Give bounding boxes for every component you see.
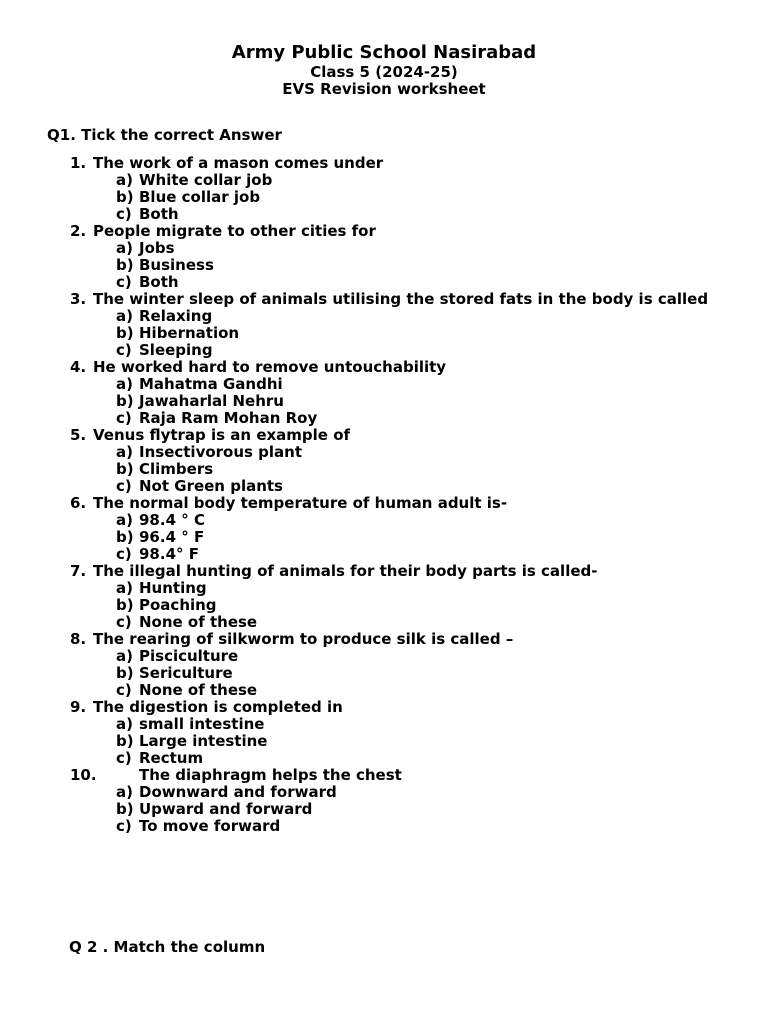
option-letter: b) bbox=[116, 188, 134, 206]
option-letter: b) bbox=[116, 256, 134, 274]
answer-option[interactable] bbox=[70, 682, 710, 699]
question-item bbox=[70, 563, 710, 631]
question-item bbox=[70, 223, 710, 291]
answer-option[interactable] bbox=[70, 393, 710, 410]
answer-option[interactable] bbox=[70, 597, 710, 614]
option-text: Upward and forward bbox=[139, 800, 313, 818]
answer-option[interactable] bbox=[70, 257, 710, 274]
option-letter: a) bbox=[116, 647, 133, 665]
option-letter: a) bbox=[116, 171, 133, 189]
option-letter: c) bbox=[116, 273, 132, 291]
question-item bbox=[70, 631, 710, 699]
option-letter: c) bbox=[116, 409, 132, 427]
question-item bbox=[70, 699, 710, 767]
option-letter: b) bbox=[116, 460, 134, 478]
option-text: Large intestine bbox=[139, 732, 268, 750]
option-text: Jawaharlal Nehru bbox=[139, 392, 284, 410]
answer-option[interactable] bbox=[70, 172, 710, 189]
option-text: Both bbox=[139, 205, 179, 223]
option-text: Climbers bbox=[139, 460, 214, 478]
question-text: He worked hard to remove untouchability bbox=[93, 358, 447, 376]
option-letter: c) bbox=[116, 817, 132, 835]
answer-option[interactable] bbox=[70, 648, 710, 665]
answer-option[interactable] bbox=[70, 461, 710, 478]
option-text: Relaxing bbox=[139, 307, 213, 325]
question-item bbox=[70, 767, 710, 835]
question-text: Venus flytrap is an example of bbox=[93, 426, 351, 444]
option-text: Insectivorous plant bbox=[139, 443, 303, 461]
answer-option[interactable] bbox=[70, 342, 710, 359]
question-item bbox=[70, 155, 710, 223]
option-letter: b) bbox=[116, 324, 134, 342]
option-text: Sleeping bbox=[139, 341, 213, 359]
option-text: Blue collar job bbox=[139, 188, 261, 206]
q1-question-list bbox=[70, 155, 710, 835]
answer-option[interactable] bbox=[70, 801, 710, 818]
option-text: Mahatma Gandhi bbox=[139, 375, 283, 393]
answer-option[interactable] bbox=[70, 478, 710, 495]
question-number: 3. bbox=[70, 290, 87, 308]
option-letter: a) bbox=[116, 443, 133, 461]
question-text: People migrate to other cities for bbox=[93, 222, 376, 240]
answer-option[interactable] bbox=[70, 308, 710, 325]
question-number: 6. bbox=[70, 494, 87, 512]
question-number: 2. bbox=[70, 222, 87, 240]
worksheet-header bbox=[0, 42, 768, 98]
question-item bbox=[70, 291, 710, 359]
q1-heading: Q1. Tick the correct Answer bbox=[47, 126, 282, 144]
option-text: Business bbox=[139, 256, 214, 274]
option-letter: a) bbox=[116, 307, 133, 325]
option-letter: b) bbox=[116, 732, 134, 750]
option-letter: b) bbox=[116, 596, 134, 614]
answer-option[interactable] bbox=[70, 750, 710, 767]
option-text: 98.4° F bbox=[139, 545, 199, 563]
question-number: 4. bbox=[70, 358, 87, 376]
question-text: The illegal hunting of animals for their body parts is called- bbox=[93, 562, 598, 580]
answer-option[interactable] bbox=[70, 733, 710, 750]
question-number: 1. bbox=[70, 154, 87, 172]
option-text: Downward and forward bbox=[139, 783, 337, 801]
option-text: 96.4 ° F bbox=[139, 528, 205, 546]
option-text: Hunting bbox=[139, 579, 207, 597]
answer-option[interactable] bbox=[70, 665, 710, 682]
option-letter: c) bbox=[116, 341, 132, 359]
option-letter: a) bbox=[116, 375, 133, 393]
answer-option[interactable] bbox=[70, 410, 710, 427]
option-text: Pisciculture bbox=[139, 647, 239, 665]
option-letter: c) bbox=[116, 545, 132, 563]
question-item bbox=[70, 495, 710, 563]
option-letter: c) bbox=[116, 205, 132, 223]
option-text: None of these bbox=[139, 681, 258, 699]
option-text: Not Green plants bbox=[139, 477, 283, 495]
option-letter: a) bbox=[116, 783, 133, 801]
option-text: White collar job bbox=[139, 171, 273, 189]
option-letter: a) bbox=[116, 579, 133, 597]
question-text: The work of a mason comes under bbox=[93, 154, 384, 172]
option-text: Poaching bbox=[139, 596, 217, 614]
question-text: The rearing of silkworm to produce silk is called – bbox=[93, 630, 514, 648]
answer-option[interactable] bbox=[70, 529, 710, 546]
option-text: Raja Ram Mohan Roy bbox=[139, 409, 318, 427]
answer-option[interactable] bbox=[70, 206, 710, 223]
question-text: The digestion is completed in bbox=[93, 698, 343, 716]
answer-option[interactable] bbox=[70, 580, 710, 597]
option-letter: b) bbox=[116, 664, 134, 682]
worksheet-title: EVS Revision worksheet bbox=[282, 80, 486, 98]
class-line: Class 5 (2024-25) bbox=[310, 63, 458, 81]
option-text: Jobs bbox=[139, 239, 175, 257]
option-letter: b) bbox=[116, 800, 134, 818]
option-letter: a) bbox=[116, 511, 133, 529]
answer-option[interactable] bbox=[70, 274, 710, 291]
question-number: 10. bbox=[70, 766, 97, 784]
answer-option[interactable] bbox=[70, 325, 710, 342]
option-letter: c) bbox=[116, 749, 132, 767]
option-text: To move forward bbox=[139, 817, 281, 835]
q2-heading: Q 2 . Match the column bbox=[69, 938, 266, 956]
option-letter: a) bbox=[116, 239, 133, 257]
option-text: small intestine bbox=[139, 715, 265, 733]
option-letter: c) bbox=[116, 613, 132, 631]
option-text: Hibernation bbox=[139, 324, 240, 342]
option-letter: a) bbox=[116, 715, 133, 733]
option-letter: c) bbox=[116, 477, 132, 495]
school-name: Army Public School Nasirabad bbox=[231, 42, 537, 63]
question-item bbox=[70, 359, 710, 427]
option-text: Both bbox=[139, 273, 179, 291]
option-text: Sericulture bbox=[139, 664, 233, 682]
question-text: The winter sleep of animals utilising the stored fats in the body is called bbox=[93, 290, 709, 308]
answer-option[interactable] bbox=[70, 444, 710, 461]
question-number: 9. bbox=[70, 698, 87, 716]
answer-option[interactable] bbox=[70, 546, 710, 563]
answer-option[interactable] bbox=[70, 818, 710, 835]
answer-option[interactable] bbox=[70, 189, 710, 206]
question-text: The normal body temperature of human adult is- bbox=[93, 494, 508, 512]
answer-option[interactable] bbox=[70, 784, 710, 801]
answer-option[interactable] bbox=[70, 376, 710, 393]
question-number: 7. bbox=[70, 562, 87, 580]
option-letter: b) bbox=[116, 528, 134, 546]
option-text: Rectum bbox=[139, 749, 204, 767]
option-letter: c) bbox=[116, 681, 132, 699]
answer-option[interactable] bbox=[70, 614, 710, 631]
question-number: 5. bbox=[70, 426, 87, 444]
answer-option[interactable] bbox=[70, 716, 710, 733]
option-letter: b) bbox=[116, 392, 134, 410]
answer-option[interactable] bbox=[70, 240, 710, 257]
option-text: None of these bbox=[139, 613, 258, 631]
option-text: 98.4 ° C bbox=[139, 511, 205, 529]
answer-option[interactable] bbox=[70, 512, 710, 529]
question-text: The diaphragm helps the chest bbox=[139, 766, 402, 784]
question-item bbox=[70, 427, 710, 495]
question-number: 8. bbox=[70, 630, 87, 648]
